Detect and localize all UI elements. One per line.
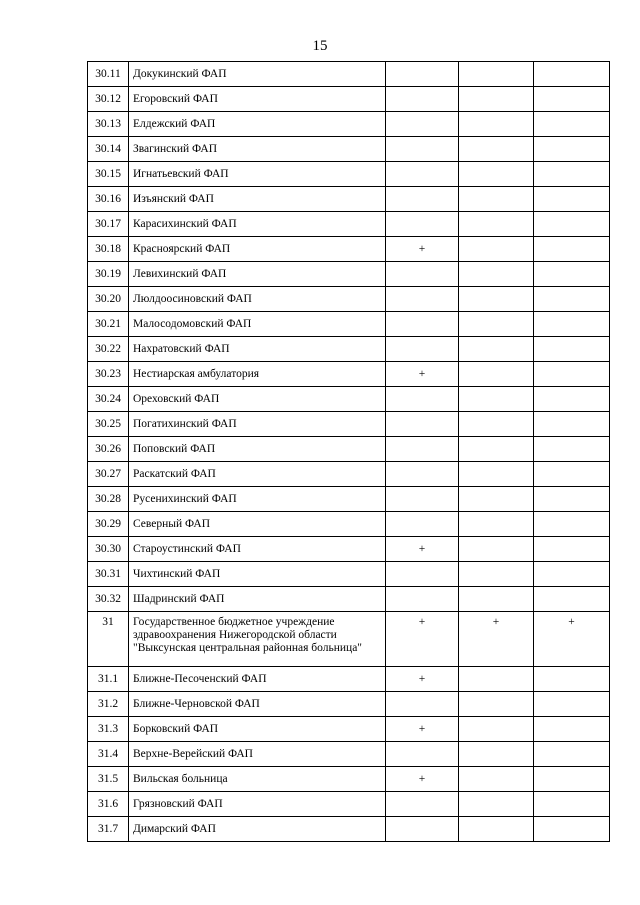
mark-cell-2 (459, 767, 534, 792)
mark-cell-1 (386, 337, 459, 362)
mark-cell-2 (459, 62, 534, 87)
mark-cell-3 (534, 667, 610, 692)
facility-name-cell: Погатихинский ФАП (129, 412, 386, 437)
row-number-cell: 30.12 (88, 87, 129, 112)
mark-cell-2 (459, 562, 534, 587)
row-number-cell: 31.3 (88, 717, 129, 742)
mark-cell-2 (459, 137, 534, 162)
table-row (88, 362, 610, 387)
facilities-table (87, 61, 610, 842)
table-row (88, 112, 610, 137)
row-number-cell: 30.22 (88, 337, 129, 362)
row-number-cell: 30.26 (88, 437, 129, 462)
mark-cell-3 (534, 62, 610, 87)
mark-cell-3 (534, 162, 610, 187)
mark-cell-1 (386, 742, 459, 767)
table-row (88, 817, 610, 842)
mark-cell-2 (459, 437, 534, 462)
mark-cell-3: + (534, 612, 610, 667)
mark-cell-2 (459, 212, 534, 237)
mark-cell-1 (386, 587, 459, 612)
facility-name-cell: Звагинский ФАП (129, 137, 386, 162)
mark-cell-2 (459, 742, 534, 767)
mark-cell-2 (459, 262, 534, 287)
mark-cell-3 (534, 817, 610, 842)
row-number-cell: 30.27 (88, 462, 129, 487)
mark-cell-2 (459, 487, 534, 512)
table-row (88, 87, 610, 112)
mark-cell-1 (386, 412, 459, 437)
mark-cell-2 (459, 162, 534, 187)
mark-cell-3 (534, 412, 610, 437)
mark-cell-2 (459, 537, 534, 562)
table-row (88, 587, 610, 612)
mark-cell-1: + (386, 717, 459, 742)
mark-cell-2 (459, 587, 534, 612)
mark-cell-2 (459, 287, 534, 312)
facility-name-cell: Верхне-Верейский ФАП (129, 742, 386, 767)
facility-name-cell: Староустинский ФАП (129, 537, 386, 562)
mark-cell-1 (386, 462, 459, 487)
table-row (88, 742, 610, 767)
mark-cell-3 (534, 337, 610, 362)
row-number-cell: 30.21 (88, 312, 129, 337)
mark-cell-2: + (459, 612, 534, 667)
mark-cell-2 (459, 387, 534, 412)
mark-cell-2 (459, 187, 534, 212)
facility-name-cell: Поповский ФАП (129, 437, 386, 462)
table-row (88, 337, 610, 362)
facility-name-cell: Ближне-Песоченский ФАП (129, 667, 386, 692)
row-number-cell: 30.29 (88, 512, 129, 537)
facility-name-cell: Государственное бюджетное учреждение здравоохранения Нижегородской области "Выксунская центральная районная больница" (129, 612, 386, 667)
mark-cell-3 (534, 362, 610, 387)
mark-cell-2 (459, 792, 534, 817)
table-row (88, 412, 610, 437)
mark-cell-3 (534, 562, 610, 587)
mark-cell-3 (534, 587, 610, 612)
mark-cell-1 (386, 62, 459, 87)
table-row (88, 667, 610, 692)
mark-cell-1 (386, 87, 459, 112)
mark-cell-1 (386, 112, 459, 137)
row-number-cell: 30.24 (88, 387, 129, 412)
facility-name-cell: Шадринский ФАП (129, 587, 386, 612)
mark-cell-2 (459, 667, 534, 692)
mark-cell-2 (459, 512, 534, 537)
row-number-cell: 30.15 (88, 162, 129, 187)
mark-cell-3 (534, 287, 610, 312)
mark-cell-2 (459, 412, 534, 437)
facility-name-cell: Нестиарская амбулатория (129, 362, 386, 387)
mark-cell-1: + (386, 667, 459, 692)
table-row (88, 562, 610, 587)
facility-name-cell: Карасихинский ФАП (129, 212, 386, 237)
facility-name-cell: Люлдоосиновский ФАП (129, 287, 386, 312)
facility-name-cell: Борковский ФАП (129, 717, 386, 742)
row-number-cell: 30.11 (88, 62, 129, 87)
mark-cell-2 (459, 462, 534, 487)
mark-cell-3 (534, 87, 610, 112)
mark-cell-2 (459, 817, 534, 842)
row-number-cell: 30.17 (88, 212, 129, 237)
table-row (88, 312, 610, 337)
table-row (88, 537, 610, 562)
table-row (88, 437, 610, 462)
mark-cell-3 (534, 212, 610, 237)
row-number-cell: 31.7 (88, 817, 129, 842)
mark-cell-1 (386, 312, 459, 337)
mark-cell-1 (386, 187, 459, 212)
mark-cell-3 (534, 792, 610, 817)
row-number-cell: 31.2 (88, 692, 129, 717)
mark-cell-1 (386, 512, 459, 537)
row-number-cell: 31.5 (88, 767, 129, 792)
table-row (88, 612, 610, 667)
facility-name-cell: Красноярский ФАП (129, 237, 386, 262)
facility-name-cell: Изъянский ФАП (129, 187, 386, 212)
mark-cell-2 (459, 112, 534, 137)
mark-cell-3 (534, 512, 610, 537)
mark-cell-1 (386, 437, 459, 462)
mark-cell-1: + (386, 537, 459, 562)
mark-cell-1 (386, 137, 459, 162)
mark-cell-2 (459, 237, 534, 262)
row-number-cell: 30.20 (88, 287, 129, 312)
mark-cell-1 (386, 387, 459, 412)
mark-cell-3 (534, 537, 610, 562)
table-row (88, 767, 610, 792)
row-number-cell: 30.16 (88, 187, 129, 212)
facility-name-cell: Егоровский ФАП (129, 87, 386, 112)
table-row (88, 792, 610, 817)
mark-cell-1 (386, 817, 459, 842)
mark-cell-3 (534, 767, 610, 792)
mark-cell-1 (386, 792, 459, 817)
mark-cell-1 (386, 287, 459, 312)
mark-cell-3 (534, 717, 610, 742)
row-number-cell: 31.6 (88, 792, 129, 817)
mark-cell-3 (534, 742, 610, 767)
facility-name-cell: Вильская больница (129, 767, 386, 792)
mark-cell-3 (534, 262, 610, 287)
facility-name-cell: Чихтинский ФАП (129, 562, 386, 587)
facility-name-cell: Елдежский ФАП (129, 112, 386, 137)
mark-cell-3 (534, 487, 610, 512)
row-number-cell: 30.31 (88, 562, 129, 587)
mark-cell-1 (386, 562, 459, 587)
row-number-cell: 30.28 (88, 487, 129, 512)
mark-cell-2 (459, 717, 534, 742)
mark-cell-3 (534, 692, 610, 717)
mark-cell-1: + (386, 612, 459, 667)
row-number-cell: 30.32 (88, 587, 129, 612)
mark-cell-1 (386, 212, 459, 237)
row-number-cell: 31.1 (88, 667, 129, 692)
mark-cell-3 (534, 437, 610, 462)
table-row (88, 162, 610, 187)
row-number-cell: 30.19 (88, 262, 129, 287)
mark-cell-3 (534, 387, 610, 412)
row-number-cell: 30.23 (88, 362, 129, 387)
facility-name-cell: Димарский ФАП (129, 817, 386, 842)
mark-cell-1 (386, 262, 459, 287)
mark-cell-1 (386, 487, 459, 512)
mark-cell-2 (459, 337, 534, 362)
mark-cell-3 (534, 312, 610, 337)
mark-cell-2 (459, 692, 534, 717)
row-number-cell: 30.13 (88, 112, 129, 137)
table-row (88, 262, 610, 287)
facility-name-cell: Игнатьевский ФАП (129, 162, 386, 187)
table-row (88, 462, 610, 487)
row-number-cell: 30.25 (88, 412, 129, 437)
table-row (88, 512, 610, 537)
table-row (88, 287, 610, 312)
facility-name-cell: Малосодомовский ФАП (129, 312, 386, 337)
mark-cell-3 (534, 137, 610, 162)
table-row (88, 137, 610, 162)
facility-name-cell: Ореховский ФАП (129, 387, 386, 412)
table-row (88, 212, 610, 237)
facility-name-cell: Докукинский ФАП (129, 62, 386, 87)
mark-cell-3 (534, 237, 610, 262)
facility-name-cell: Ближне-Черновской ФАП (129, 692, 386, 717)
mark-cell-2 (459, 87, 534, 112)
table-row (88, 717, 610, 742)
mark-cell-1: + (386, 362, 459, 387)
mark-cell-2 (459, 362, 534, 387)
table-row (88, 237, 610, 262)
mark-cell-3 (534, 462, 610, 487)
mark-cell-1 (386, 692, 459, 717)
mark-cell-1 (386, 162, 459, 187)
mark-cell-1: + (386, 237, 459, 262)
row-number-cell: 31 (88, 612, 129, 667)
mark-cell-2 (459, 312, 534, 337)
mark-cell-3 (534, 187, 610, 212)
mark-cell-3 (534, 112, 610, 137)
row-number-cell: 30.18 (88, 237, 129, 262)
row-number-cell: 30.30 (88, 537, 129, 562)
facility-name-cell: Раскатский ФАП (129, 462, 386, 487)
table-row (88, 387, 610, 412)
table-body (88, 62, 610, 842)
facility-name-cell: Северный ФАП (129, 512, 386, 537)
facility-name-cell: Грязновский ФАП (129, 792, 386, 817)
table-row (88, 62, 610, 87)
row-number-cell: 30.14 (88, 137, 129, 162)
table-row (88, 187, 610, 212)
facility-name-cell: Русенихинский ФАП (129, 487, 386, 512)
row-number-cell: 31.4 (88, 742, 129, 767)
mark-cell-1: + (386, 767, 459, 792)
facility-name-cell: Левихинский ФАП (129, 262, 386, 287)
page-number: 15 (312, 38, 328, 54)
table-row (88, 692, 610, 717)
table-row (88, 487, 610, 512)
facility-name-cell: Нахратовский ФАП (129, 337, 386, 362)
